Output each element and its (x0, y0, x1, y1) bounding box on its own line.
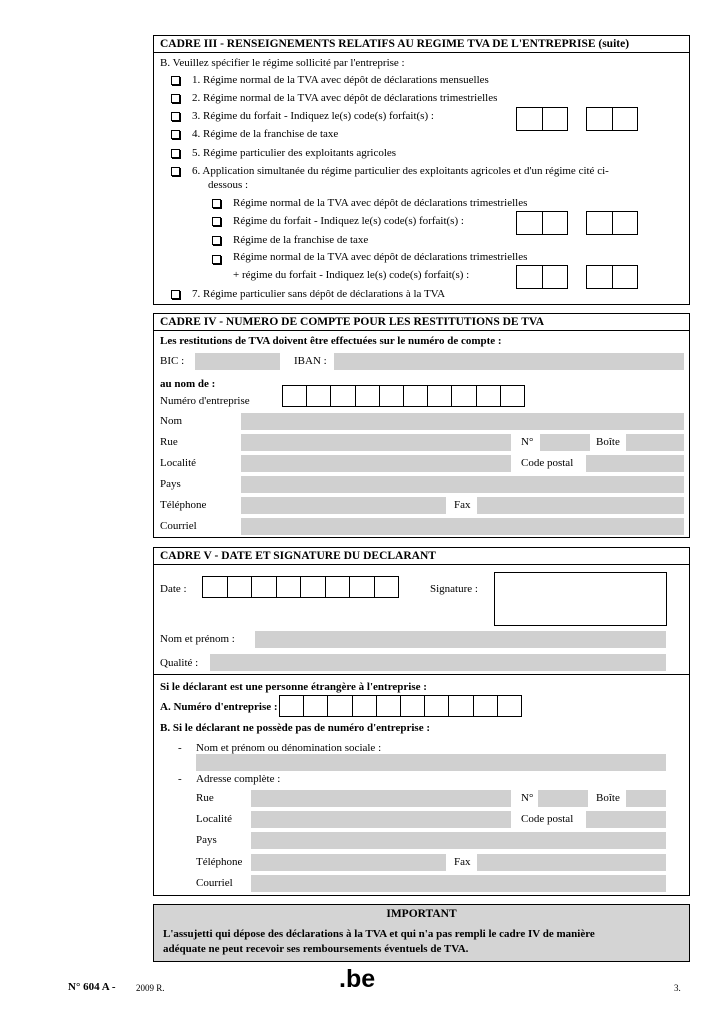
important-line-1: L'assujetti qui dépose des déclarations à la TVA et qui n'a pas rempli le cadre IV de manière (163, 928, 595, 940)
qualite-input[interactable] (210, 654, 666, 671)
declarant-fax-input[interactable] (477, 854, 666, 871)
page-number: 3. (674, 983, 681, 993)
boite-label: Boîte (596, 436, 620, 448)
cadre-iv-title: CADRE IV - NUMERO DE COMPTE POUR LES RESTITUTIONS DE TVA (154, 314, 689, 331)
nom-label: Nom (160, 415, 182, 427)
iban-input[interactable] (334, 353, 684, 370)
iban-label: IBAN : (294, 355, 327, 367)
option-6-label-line2: dessous : (208, 179, 249, 191)
fax-label: Fax (454, 499, 471, 511)
be-logo: .be (339, 965, 376, 993)
checkbox-sub-option-2[interactable] (212, 217, 221, 226)
checkbox-option-1[interactable] (171, 76, 180, 85)
checkbox-sub-option-1[interactable] (212, 199, 221, 208)
declarant-code-postal-label: Code postal (521, 813, 574, 825)
signature-label: Signature : (430, 583, 478, 595)
au-nom-label: au nom de : (160, 378, 216, 390)
bic-input[interactable] (195, 353, 280, 370)
option-2-label: 2. Régime normal de la TVA avec dépôt de déclarations trimestrielles (192, 92, 498, 104)
checkbox-option-7[interactable] (171, 290, 180, 299)
section-divider (154, 674, 689, 675)
dash-1: - (178, 742, 182, 754)
a-numero-entreprise-label: A. Numéro d'entreprise : (160, 701, 278, 713)
cadre-iii-title: CADRE III - RENSEIGNEMENTS RELATIFS AU REGIME TVA DE L'ENTREPRISE (suite) (154, 36, 689, 53)
pays-label: Pays (160, 478, 181, 490)
adresse-complete-label: Adresse complète : (196, 773, 281, 785)
option-7-label: 7. Régime particulier sans dépôt de déclarations à la TVA (192, 288, 446, 300)
declarant-numero-entreprise-input[interactable] (279, 695, 522, 717)
declarant-boite-input[interactable] (626, 790, 666, 807)
sub-option-2-label: Régime du forfait - Indiquez le(s) code(s) forfait(s) : (233, 215, 464, 227)
declarant-pays-input[interactable] (251, 832, 666, 849)
fax-input[interactable] (477, 497, 684, 514)
telephone-label: Téléphone (160, 499, 207, 511)
nom-prenom-input[interactable] (255, 631, 666, 648)
cadre-v-section (153, 547, 690, 896)
bic-label: BIC : (160, 355, 185, 367)
telephone-input[interactable] (241, 497, 446, 514)
form-number: N° 604 A - (68, 981, 116, 993)
signature-box[interactable] (494, 572, 667, 626)
courriel-input[interactable] (241, 518, 684, 535)
pays-input[interactable] (241, 476, 684, 493)
sub-option-3-label: Régime de la franchise de taxe (233, 234, 369, 246)
sub-option-4-label-line2: + régime du forfait - Indiquez le(s) code(s) forfait(s) : (233, 269, 470, 281)
nom-denomination-input[interactable] (196, 754, 666, 771)
checkbox-sub-option-3[interactable] (212, 236, 221, 245)
date-input[interactable] (202, 576, 399, 598)
forfait-code-input-3a[interactable] (516, 107, 568, 131)
declarant-telephone-input[interactable] (251, 854, 446, 871)
numero-entreprise-label: Numéro d'entreprise (160, 395, 250, 407)
checkbox-option-2[interactable] (171, 94, 180, 103)
etrangere-label: Si le déclarant est une personne étrangère à l'entreprise : (160, 681, 427, 693)
declarant-pays-label: Pays (196, 834, 217, 846)
declarant-numero-label: N° (521, 792, 534, 804)
declarant-rue-input[interactable] (251, 790, 511, 807)
important-notice (153, 904, 690, 962)
forfait-code-input-sub2b[interactable] (586, 211, 638, 235)
cadre-v-title: CADRE V - DATE ET SIGNATURE DU DECLARANT (154, 548, 689, 565)
rue-input[interactable] (241, 434, 511, 451)
qualite-label: Qualité : (160, 657, 199, 669)
declarant-numero-input[interactable] (538, 790, 588, 807)
cadre-iv-intro: Les restitutions de TVA doivent être effectuées sur le numéro de compte : (160, 335, 502, 347)
declarant-localite-label: Localité (196, 813, 233, 825)
cadre-iii-section (153, 35, 690, 305)
option-6-label-line1: 6. Application simultanée du régime particulier des exploitants agricoles et d'un régime cité ci- (192, 165, 609, 177)
declarant-code-postal-input[interactable] (586, 811, 666, 828)
code-postal-input[interactable] (586, 455, 684, 472)
numero-input[interactable] (540, 434, 590, 451)
localite-input[interactable] (241, 455, 511, 472)
checkbox-option-6[interactable] (171, 167, 180, 176)
forfait-code-input-3b[interactable] (586, 107, 638, 131)
checkbox-option-4[interactable] (171, 130, 180, 139)
rue-label: Rue (160, 436, 178, 448)
numero-entreprise-input[interactable] (282, 385, 525, 407)
declarant-fax-label: Fax (454, 856, 471, 868)
sub-option-1-label: Régime normal de la TVA avec dépôt de déclarations trimestrielles (233, 197, 528, 209)
b-label: B. Si le déclarant ne possède pas de numéro d'entreprise : (160, 722, 431, 734)
option-3-label: 3. Régime du forfait - Indiquez le(s) code(s) forfait(s) : (192, 110, 434, 122)
numero-label: N° (521, 436, 534, 448)
sub-option-4-label-line1: Régime normal de la TVA avec dépôt de déclarations trimestrielles (233, 251, 528, 263)
date-label: Date : (160, 583, 187, 595)
important-title: IMPORTANT (386, 908, 457, 920)
form-year: 2009 R. (136, 983, 165, 993)
declarant-boite-label: Boîte (596, 792, 620, 804)
cadre-iv-section (153, 313, 690, 538)
declarant-rue-label: Rue (196, 792, 214, 804)
nom-prenom-label: Nom et prénom : (160, 633, 235, 645)
declarant-courriel-label: Courriel (196, 877, 233, 889)
important-line-2: adéquate ne peut recevoir ses remboursements éventuels de TVA. (163, 943, 469, 955)
cadre-iii-intro: B. Veuillez spécifier le régime sollicité par l'entreprise : (160, 57, 405, 69)
option-1-label: 1. Régime normal de la TVA avec dépôt de déclarations mensuelles (192, 74, 489, 86)
forfait-code-input-sub4a[interactable] (516, 265, 568, 289)
checkbox-option-3[interactable] (171, 112, 180, 121)
localite-label: Localité (160, 457, 197, 469)
forfait-code-input-sub2a[interactable] (516, 211, 568, 235)
courriel-label: Courriel (160, 520, 197, 532)
nom-denomination-label: Nom et prénom ou dénomination sociale : (196, 742, 382, 754)
dash-2: - (178, 773, 182, 785)
declarant-telephone-label: Téléphone (196, 856, 243, 868)
checkbox-option-5[interactable] (171, 149, 180, 158)
declarant-courriel-input[interactable] (251, 875, 666, 892)
option-5-label: 5. Régime particulier des exploitants agricoles (192, 147, 397, 159)
option-4-label: 4. Régime de la franchise de taxe (192, 128, 339, 140)
nom-input[interactable] (241, 413, 684, 430)
code-postal-label: Code postal (521, 457, 574, 469)
boite-input[interactable] (626, 434, 684, 451)
forfait-code-input-sub4b[interactable] (586, 265, 638, 289)
declarant-localite-input[interactable] (251, 811, 511, 828)
checkbox-sub-option-4[interactable] (212, 255, 221, 264)
